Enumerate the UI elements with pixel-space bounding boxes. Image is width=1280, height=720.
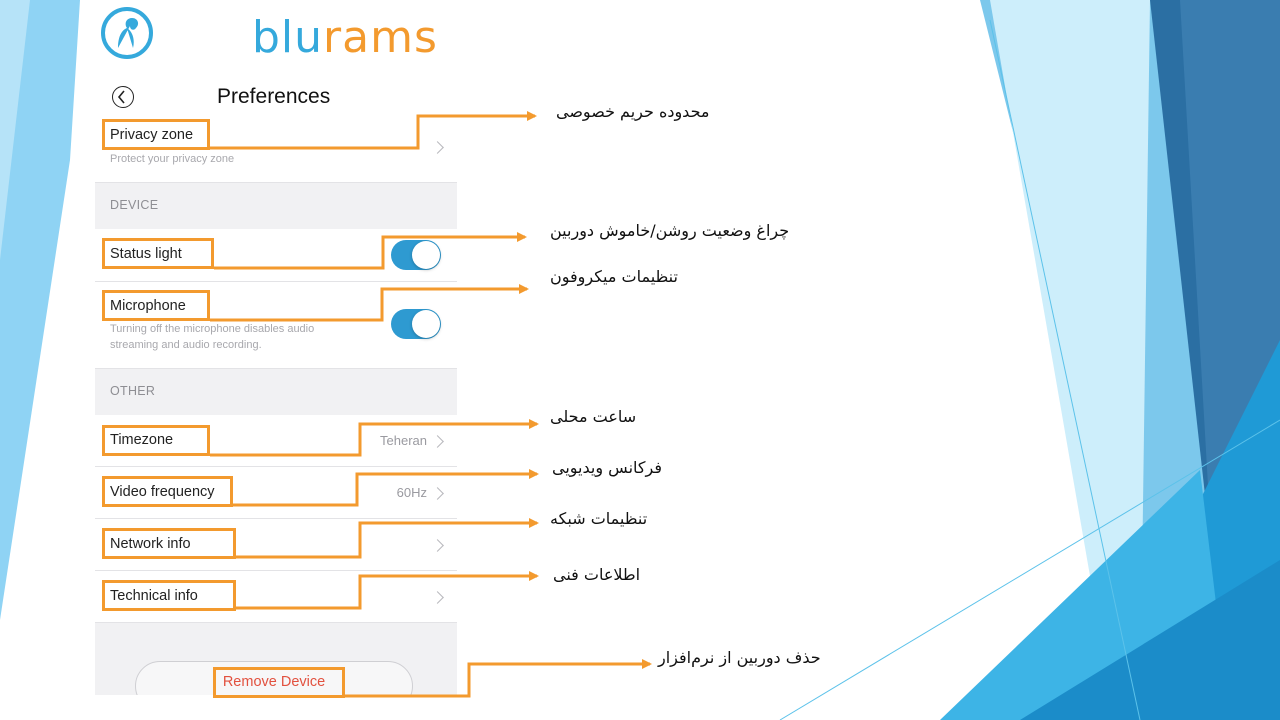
highlight-network-info	[102, 528, 236, 559]
highlight-remove-device	[213, 667, 345, 698]
annotation-technical-info: اطلاعات فنی	[553, 565, 641, 584]
brand-part-ams: ams	[342, 12, 438, 63]
highlight-technical-info	[102, 580, 236, 611]
status-light-toggle[interactable]	[391, 240, 441, 270]
ram-logo-icon	[100, 6, 154, 60]
chevron-left-icon	[117, 90, 127, 104]
highlight-microphone	[102, 290, 210, 321]
toggle-knob	[412, 310, 440, 338]
toggle-knob	[412, 241, 440, 269]
annotation-privacy-zone: محدوده حریم خصوصی	[556, 102, 710, 121]
section-header-other: OTHER	[110, 384, 156, 398]
back-button[interactable]	[112, 86, 134, 108]
privacy-zone-subtitle: Protect your privacy zone	[110, 153, 235, 165]
brand-part-r: r	[323, 12, 343, 63]
technical-info-label: Technical info	[110, 588, 198, 604]
microphone-toggle[interactable]	[391, 309, 441, 339]
chevron-right-icon	[431, 591, 444, 604]
highlight-video-frequency	[102, 476, 233, 507]
annotation-network-info: تنظیمات شبکه	[550, 509, 648, 528]
annotation-remove-device: حذف دوربین از نرم‌افزار	[658, 648, 821, 667]
highlight-timezone	[102, 425, 210, 456]
status-light-label: Status light	[110, 246, 182, 262]
video-frequency-label: Video frequency	[110, 484, 215, 500]
timezone-value: Teheran	[380, 433, 427, 448]
remove-device-label: Remove Device	[222, 674, 326, 690]
section-header-device: DEVICE	[110, 198, 159, 212]
chevron-right-icon	[431, 141, 444, 154]
brand-name	[252, 10, 438, 66]
chevron-right-icon	[431, 435, 444, 448]
privacy-zone-label: Privacy zone	[110, 127, 194, 143]
annotation-timezone: ساعت محلی	[550, 407, 637, 426]
video-frequency-value: 60Hz	[396, 485, 427, 500]
microphone-label: Microphone	[110, 298, 186, 314]
highlight-privacy-zone	[102, 119, 210, 150]
annotation-status-light: چراغ وضعیت روشن/خاموش دوربین	[550, 221, 790, 240]
brand-part-blu: blu	[252, 12, 324, 63]
page-title: Preferences	[217, 85, 331, 108]
network-info-label: Network info	[110, 536, 191, 552]
highlight-status-light	[102, 238, 214, 269]
chevron-right-icon	[431, 487, 444, 500]
bluerams-logo	[100, 4, 438, 64]
microphone-subtitle: Turning off the microphone disables audio streaming and audio recording.	[110, 323, 315, 351]
timezone-label: Timezone	[110, 432, 174, 448]
nav-bar	[95, 75, 457, 125]
annotation-video-frequency: فرکانس ویدیویی	[552, 458, 662, 477]
chevron-right-icon	[431, 539, 444, 552]
annotation-microphone: تنظیمات میکروفون	[550, 267, 678, 286]
